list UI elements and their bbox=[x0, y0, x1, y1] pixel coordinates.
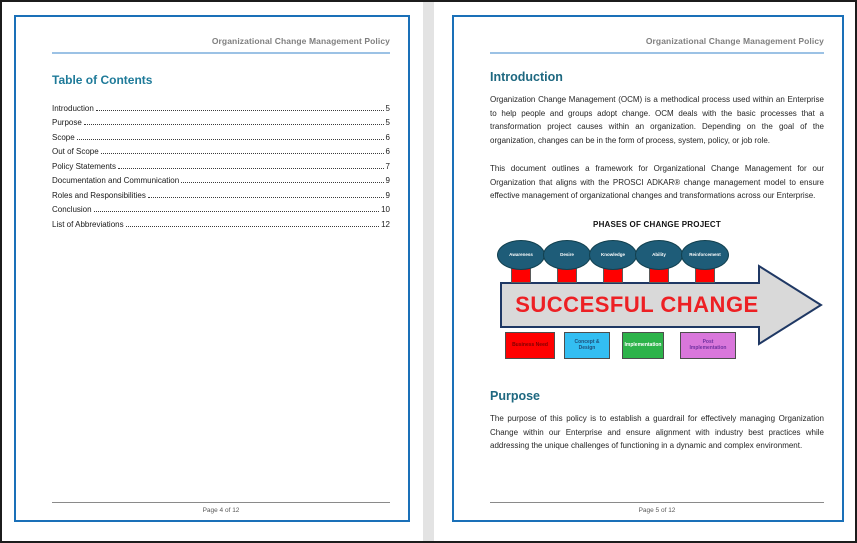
phase-box-business-need: Business Need bbox=[505, 332, 555, 359]
toc-entry-introduction[interactable]: Introduction 5 bbox=[52, 103, 390, 113]
purpose-heading: Purpose bbox=[490, 388, 541, 403]
toc-entry-conclusion[interactable]: Conclusion 10 bbox=[52, 205, 390, 214]
adkar-stage-reinforcement: Reinforcement bbox=[681, 240, 729, 270]
introduction-paragraph-2: This document outlines a framework for Organizational Change Management for our Organization that aligns with the PROSCI ADKAR® change management model to ensure effective management of organizational changes and transformations across our Enterprise. bbox=[490, 163, 824, 201]
table-of-contents bbox=[52, 98, 390, 229]
phase-box-post-implementation: Post Implementation bbox=[680, 332, 736, 359]
dot-leader bbox=[148, 197, 384, 198]
toc-entry-policy-statements[interactable]: Policy Statements 7 bbox=[52, 161, 390, 171]
introduction-heading: Introduction bbox=[490, 70, 563, 84]
connector-block bbox=[695, 268, 715, 283]
connector-block bbox=[511, 268, 531, 283]
connector-block bbox=[649, 268, 669, 283]
page-footer-left: Page 4 of 12 bbox=[52, 502, 390, 514]
page-gutter bbox=[423, 2, 434, 541]
toc-entry-roles-responsibilities[interactable]: Roles and Responsibilities 9 bbox=[52, 190, 390, 200]
dot-leader bbox=[94, 211, 380, 212]
toc-entry-out-of-scope[interactable]: Out of Scope 6 bbox=[52, 147, 390, 156]
page-5 bbox=[452, 15, 844, 522]
dot-leader bbox=[84, 124, 384, 125]
connector-block bbox=[603, 268, 623, 283]
phase-box-implementation: Implementation bbox=[622, 332, 664, 359]
successful-change-label: SUCCESFUL CHANGE bbox=[515, 291, 759, 317]
dot-leader bbox=[77, 139, 384, 140]
toc-entry-documentation-communication[interactable]: Documentation and Communication 9 bbox=[52, 176, 390, 185]
phases-of-change-diagram bbox=[491, 220, 823, 368]
toc-entry-list-of-abbreviations[interactable]: List of Abbreviations 12 bbox=[52, 219, 390, 229]
adkar-stage-knowledge: Knowledge bbox=[589, 240, 637, 270]
page-header-title: Organizational Change Management Policy bbox=[52, 36, 390, 54]
dot-leader bbox=[181, 182, 383, 183]
dot-leader bbox=[126, 226, 379, 227]
connector-block bbox=[557, 268, 577, 283]
page-header-title: Organizational Change Management Policy bbox=[490, 36, 824, 54]
page-footer-right: Page 5 of 12 bbox=[490, 502, 824, 514]
dot-leader bbox=[101, 153, 384, 154]
diagram-title: PHASES OF CHANGE PROJECT bbox=[593, 219, 721, 229]
toc-entry-purpose[interactable]: Purpose 5 bbox=[52, 118, 390, 127]
toc-heading: Table of Contents bbox=[52, 73, 153, 87]
adkar-stage-awareness: Awareness bbox=[497, 240, 545, 270]
adkar-stage-desire: Desire bbox=[543, 240, 591, 270]
adkar-stage-ability: Ability bbox=[635, 240, 683, 270]
phase-box-concept-design: Concept & Design bbox=[564, 332, 610, 359]
dot-leader bbox=[118, 168, 384, 169]
dot-leader bbox=[96, 110, 384, 111]
toc-entry-scope[interactable]: Scope 6 bbox=[52, 132, 390, 142]
introduction-paragraph-1: Organization Change Management (OCM) is a methodical process used within an Enterprise to help people and groups adopt change. OCM deals with the basic processes that a transformation project causes within an organization. Depending on the goal of the organization, changes can be in the form of process, system, policy, or job role. bbox=[490, 95, 824, 146]
page-4 bbox=[14, 15, 410, 522]
purpose-paragraph: The purpose of this policy is to establish a guardrail for effectively managing Organization Change within our Enterprise and ensure alignment with industry best practices while addressing the unique challenges of functioning in a dynamic and complex environment. bbox=[490, 413, 824, 451]
